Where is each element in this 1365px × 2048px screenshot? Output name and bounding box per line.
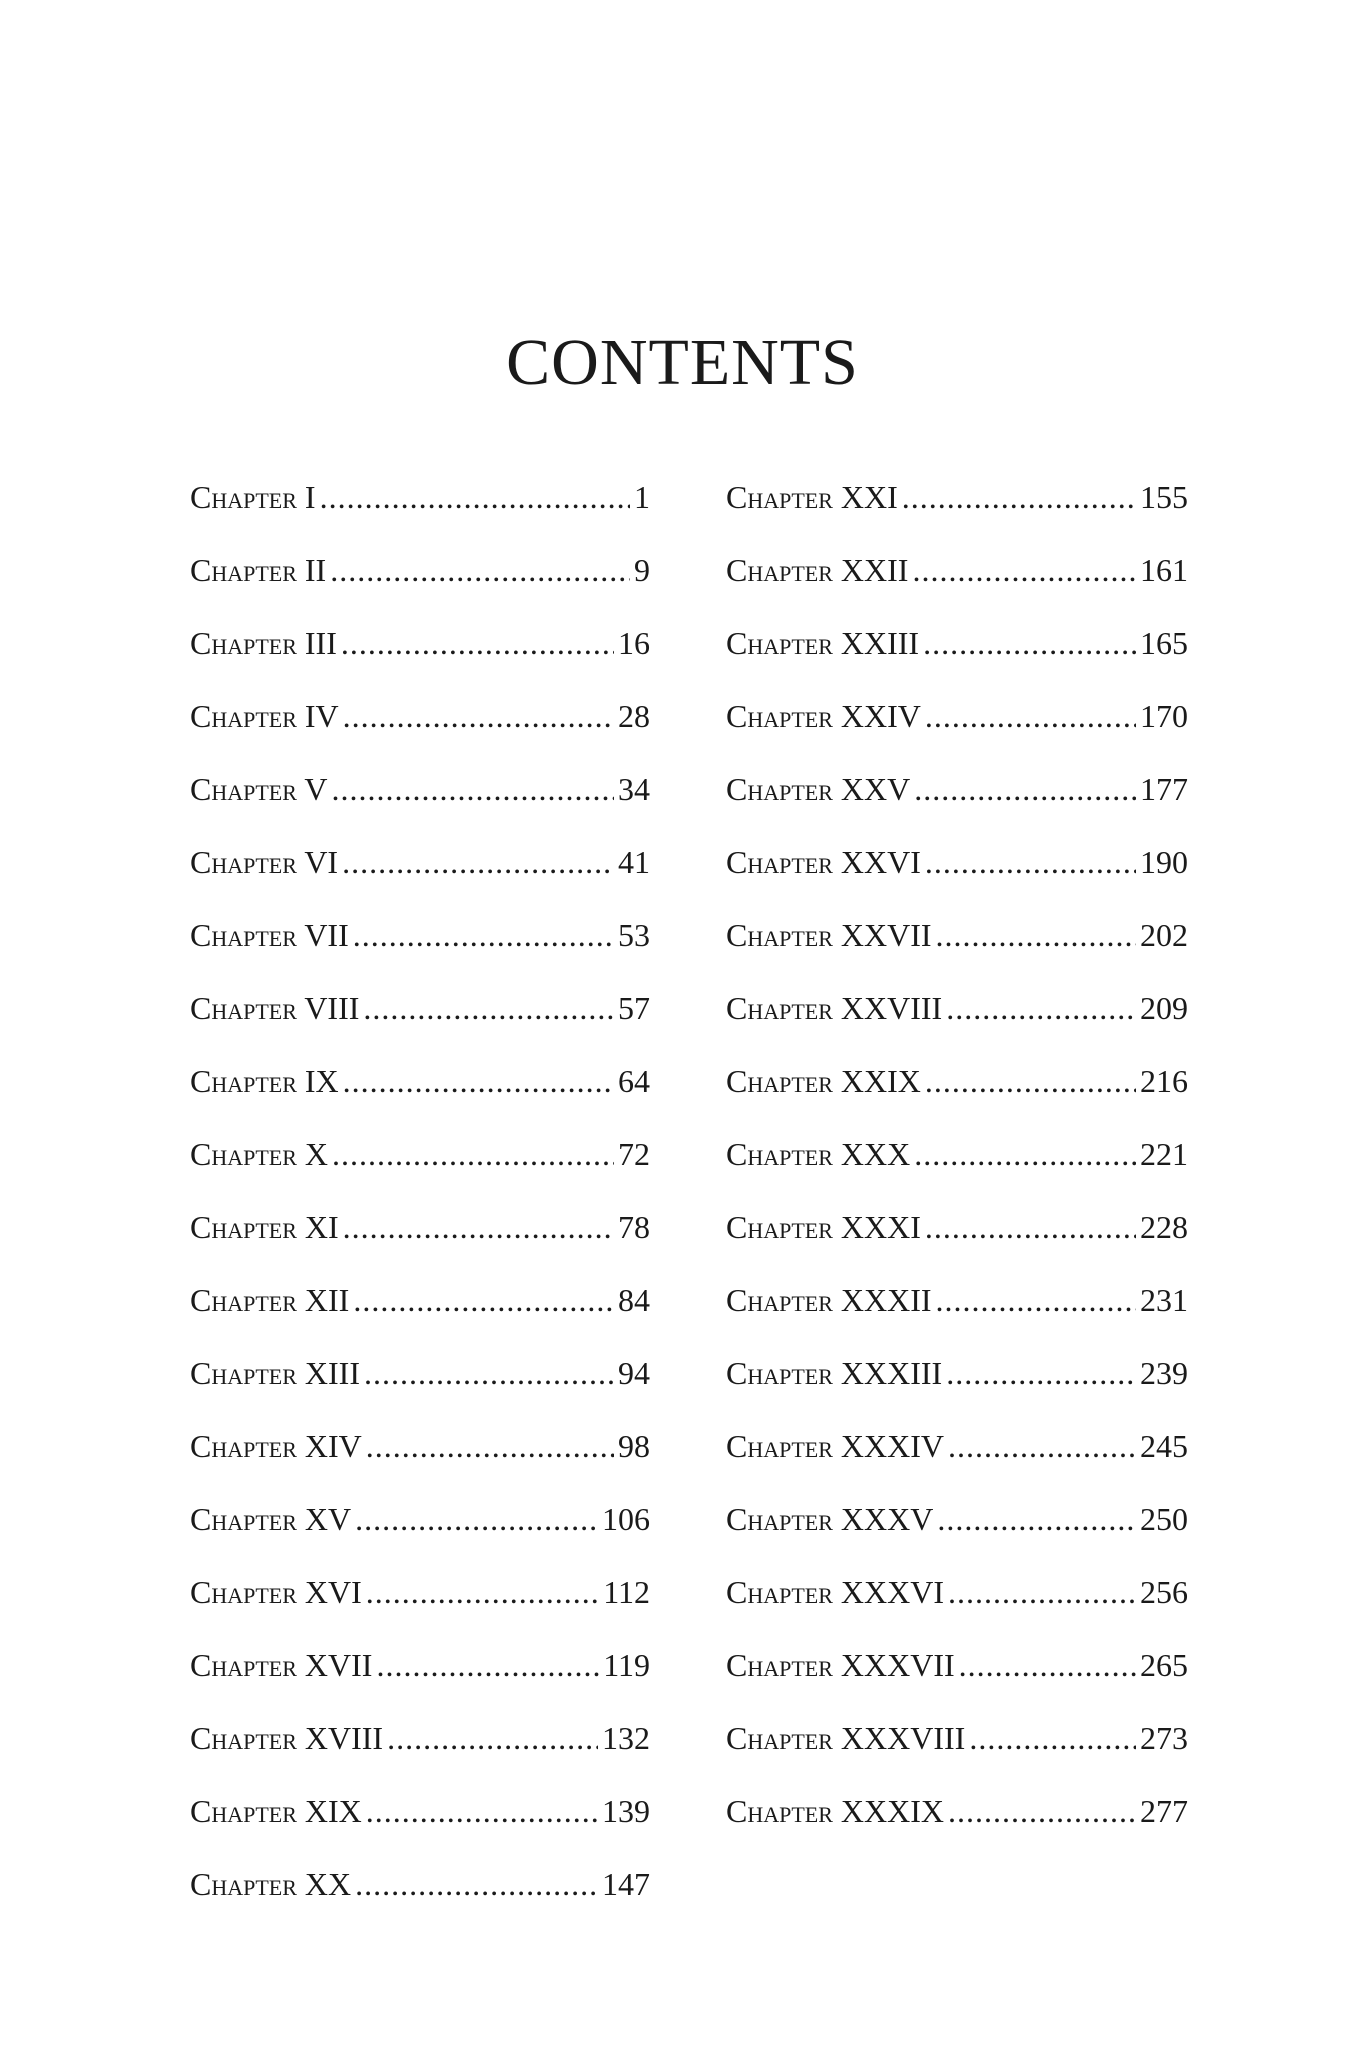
toc-entry-page-number: 119 — [603, 1647, 650, 1681]
toc-dot-leader — [936, 1284, 1136, 1316]
toc-entry-label: Chapter XXXIX — [726, 1793, 944, 1827]
toc-entry[interactable] — [190, 513, 650, 586]
toc-entry[interactable] — [726, 1024, 1188, 1097]
toc-entry[interactable] — [190, 732, 650, 805]
toc-entry[interactable] — [726, 440, 1188, 513]
toc-entry-label: Chapter XI — [190, 1209, 339, 1243]
toc-dot-leader — [936, 919, 1136, 951]
toc-entry-page-number: 132 — [602, 1720, 650, 1754]
toc-entry[interactable] — [726, 805, 1188, 878]
toc-entry-label: Chapter XVIII — [190, 1720, 384, 1754]
toc-dot-leader — [366, 1795, 598, 1827]
toc-entry-page-number: 53 — [618, 917, 650, 951]
toc-entry-label: Chapter XXXVII — [726, 1647, 955, 1681]
toc-entry-page-number: 139 — [602, 1793, 650, 1827]
toc-dot-leader — [914, 1138, 1136, 1170]
toc-entry[interactable] — [726, 732, 1188, 805]
toc-entry-label: Chapter XXVI — [726, 844, 921, 878]
toc-dot-leader — [923, 627, 1136, 659]
toc-entry-page-number: 231 — [1140, 1282, 1188, 1316]
toc-entry-page-number: 170 — [1140, 698, 1188, 732]
toc-entry[interactable] — [190, 440, 650, 513]
toc-entry-label: Chapter XVII — [190, 1647, 373, 1681]
toc-entry-page-number: 34 — [618, 771, 650, 805]
toc-entry-page-number: 72 — [618, 1136, 650, 1170]
toc-entry[interactable] — [726, 1389, 1188, 1462]
toc-dot-leader — [948, 1430, 1136, 1462]
toc-dot-leader — [925, 1211, 1136, 1243]
toc-entry-label: Chapter X — [190, 1136, 329, 1170]
toc-entry[interactable] — [726, 1316, 1188, 1389]
toc-entry[interactable] — [726, 878, 1188, 951]
toc-entry[interactable] — [190, 1608, 650, 1681]
toc-entry-label: Chapter VII — [190, 917, 349, 951]
toc-entry[interactable] — [190, 1462, 650, 1535]
toc-dot-leader — [925, 1065, 1136, 1097]
toc-entry-label: Chapter XXVIII — [726, 990, 943, 1024]
toc-entry-label: Chapter XIV — [190, 1428, 362, 1462]
toc-entry-label: Chapter XII — [190, 1282, 350, 1316]
toc-entry-label: Chapter XXV — [726, 771, 911, 805]
toc-entry-label: Chapter XXVII — [726, 917, 932, 951]
toc-entry-page-number: 216 — [1140, 1063, 1188, 1097]
toc-entry-page-number: 16 — [618, 625, 650, 659]
toc-entry-label: Chapter XIX — [190, 1793, 362, 1827]
toc-entry[interactable] — [726, 1170, 1188, 1243]
toc-entry[interactable] — [726, 1681, 1188, 1754]
toc-entry-page-number: 9 — [634, 552, 650, 586]
toc-entry-page-number: 165 — [1140, 625, 1188, 659]
toc-dot-leader — [937, 1503, 1136, 1535]
toc-dot-leader — [946, 992, 1136, 1024]
toc-dot-leader — [366, 1576, 599, 1608]
toc-dot-leader — [946, 1357, 1136, 1389]
toc-entry[interactable] — [726, 1754, 1188, 1827]
toc-entry-page-number: 273 — [1140, 1720, 1188, 1754]
toc-entry[interactable] — [726, 586, 1188, 659]
toc-dot-leader — [376, 1649, 599, 1681]
toc-entry-label: Chapter XXXIV — [726, 1428, 944, 1462]
toc-dot-leader — [342, 846, 614, 878]
toc-entry[interactable] — [190, 878, 650, 951]
toc-entry[interactable] — [190, 659, 650, 732]
toc-dot-leader — [366, 1430, 614, 1462]
toc-dot-leader — [343, 1065, 614, 1097]
toc-entry-label: Chapter VI — [190, 844, 339, 878]
toc-dot-leader — [912, 554, 1136, 586]
toc-dot-leader — [331, 773, 614, 805]
toc-dot-leader — [330, 554, 630, 586]
toc-entry[interactable] — [190, 805, 650, 878]
toc-entry-page-number: 265 — [1140, 1647, 1188, 1681]
toc-entry-page-number: 228 — [1140, 1209, 1188, 1243]
toc-dot-leader — [343, 700, 614, 732]
toc-dot-leader — [353, 1284, 614, 1316]
toc-entry-page-number: 190 — [1140, 844, 1188, 878]
toc-entry[interactable] — [726, 951, 1188, 1024]
toc-entry-page-number: 277 — [1140, 1793, 1188, 1827]
toc-entry-label: Chapter XV — [190, 1501, 352, 1535]
toc-entry[interactable] — [190, 586, 650, 659]
toc-dot-leader — [332, 1138, 614, 1170]
toc-dot-leader — [341, 627, 614, 659]
toc-entry-page-number: 250 — [1140, 1501, 1188, 1535]
toc-entry-page-number: 147 — [602, 1866, 650, 1900]
toc-entry[interactable] — [726, 1243, 1188, 1316]
toc-entry-page-number: 209 — [1140, 990, 1188, 1024]
toc-dot-leader — [320, 481, 630, 513]
toc-entry-label: Chapter XXXII — [726, 1282, 932, 1316]
toc-entry[interactable] — [190, 1535, 650, 1608]
toc-entry-page-number: 94 — [618, 1355, 650, 1389]
toc-entry[interactable] — [190, 1754, 650, 1827]
toc-entry-label: Chapter XXI — [726, 479, 898, 513]
toc-dot-leader — [948, 1576, 1136, 1608]
toc-entry-page-number: 84 — [618, 1282, 650, 1316]
toc-dot-leader — [948, 1795, 1136, 1827]
toc-entry-label: Chapter XX — [190, 1866, 352, 1900]
toc-entry-page-number: 1 — [634, 479, 650, 513]
toc-dot-leader — [355, 1503, 598, 1535]
toc-entry-page-number: 245 — [1140, 1428, 1188, 1462]
toc-entry-page-number: 256 — [1140, 1574, 1188, 1608]
toc-dot-leader — [959, 1649, 1136, 1681]
toc-entry-label: Chapter XXIII — [726, 625, 920, 659]
toc-entry[interactable] — [726, 1097, 1188, 1170]
toc-entry-page-number: 155 — [1140, 479, 1188, 513]
toc-entry-label: Chapter V — [190, 771, 328, 805]
toc-entry-page-number: 57 — [618, 990, 650, 1024]
toc-entry[interactable] — [190, 1024, 650, 1097]
toc-entry-label: Chapter XXXVI — [726, 1574, 944, 1608]
toc-entry-label: Chapter XIII — [190, 1355, 360, 1389]
toc-dot-leader — [364, 1357, 614, 1389]
toc-entry-label: Chapter II — [190, 552, 327, 586]
toc-entry-label: Chapter XXXVIII — [726, 1720, 966, 1754]
toc-dot-leader — [969, 1722, 1136, 1754]
toc-entry-page-number: 177 — [1140, 771, 1188, 805]
toc-entry[interactable] — [726, 1462, 1188, 1535]
toc-entry-label: Chapter XXXV — [726, 1501, 934, 1535]
toc-entry-page-number: 41 — [618, 844, 650, 878]
toc-dot-leader — [925, 700, 1136, 732]
toc-entry-label: Chapter XVI — [190, 1574, 362, 1608]
toc-entry-page-number: 98 — [618, 1428, 650, 1462]
toc-dot-leader — [353, 919, 614, 951]
toc-entry-label: Chapter XXIV — [726, 698, 921, 732]
toc-entry-label: Chapter XXIX — [726, 1063, 921, 1097]
toc-entry[interactable] — [190, 1097, 650, 1170]
page-title: CONTENTS — [506, 326, 859, 399]
toc-entry-page-number: 78 — [618, 1209, 650, 1243]
toc-entry[interactable] — [726, 513, 1188, 586]
toc-entry-label: Chapter XXXI — [726, 1209, 921, 1243]
toc-entry[interactable] — [726, 1535, 1188, 1608]
toc-dot-leader — [343, 1211, 614, 1243]
toc-entry[interactable] — [190, 1170, 650, 1243]
toc-entry-page-number: 64 — [618, 1063, 650, 1097]
toc-dot-leader — [914, 773, 1136, 805]
toc-entry[interactable] — [190, 951, 650, 1024]
toc-entry[interactable] — [190, 1243, 650, 1316]
toc-entry[interactable] — [190, 1389, 650, 1462]
toc-entry-label: Chapter I — [190, 479, 316, 513]
toc-entry-label: Chapter XXXIII — [726, 1355, 943, 1389]
toc-entry-label: Chapter III — [190, 625, 337, 659]
toc-entry-label: Chapter IX — [190, 1063, 339, 1097]
toc-entry-label: Chapter XXII — [726, 552, 909, 586]
toc-entry-page-number: 239 — [1140, 1355, 1188, 1389]
toc-entry-label: Chapter IV — [190, 698, 339, 732]
toc-entry-page-number: 221 — [1140, 1136, 1188, 1170]
toc-dot-leader — [902, 481, 1136, 513]
toc-right-column — [726, 440, 1188, 1827]
toc-entry-label: Chapter VIII — [190, 990, 360, 1024]
toc-entry[interactable] — [726, 659, 1188, 732]
toc-dot-leader — [925, 846, 1136, 878]
toc-entry[interactable] — [190, 1681, 650, 1754]
toc-left-column — [190, 440, 650, 1900]
toc-entry-page-number: 112 — [603, 1574, 650, 1608]
toc-entry-page-number: 28 — [618, 698, 650, 732]
toc-entry-label: Chapter XXX — [726, 1136, 911, 1170]
toc-entry-page-number: 161 — [1140, 552, 1188, 586]
toc-entry-page-number: 202 — [1140, 917, 1188, 951]
toc-entry[interactable] — [726, 1608, 1188, 1681]
toc-entry[interactable] — [190, 1316, 650, 1389]
toc-dot-leader — [387, 1722, 598, 1754]
toc-dot-leader — [363, 992, 614, 1024]
toc-dot-leader — [355, 1868, 598, 1900]
toc-entry-page-number: 106 — [602, 1501, 650, 1535]
toc-entry[interactable] — [190, 1827, 650, 1900]
